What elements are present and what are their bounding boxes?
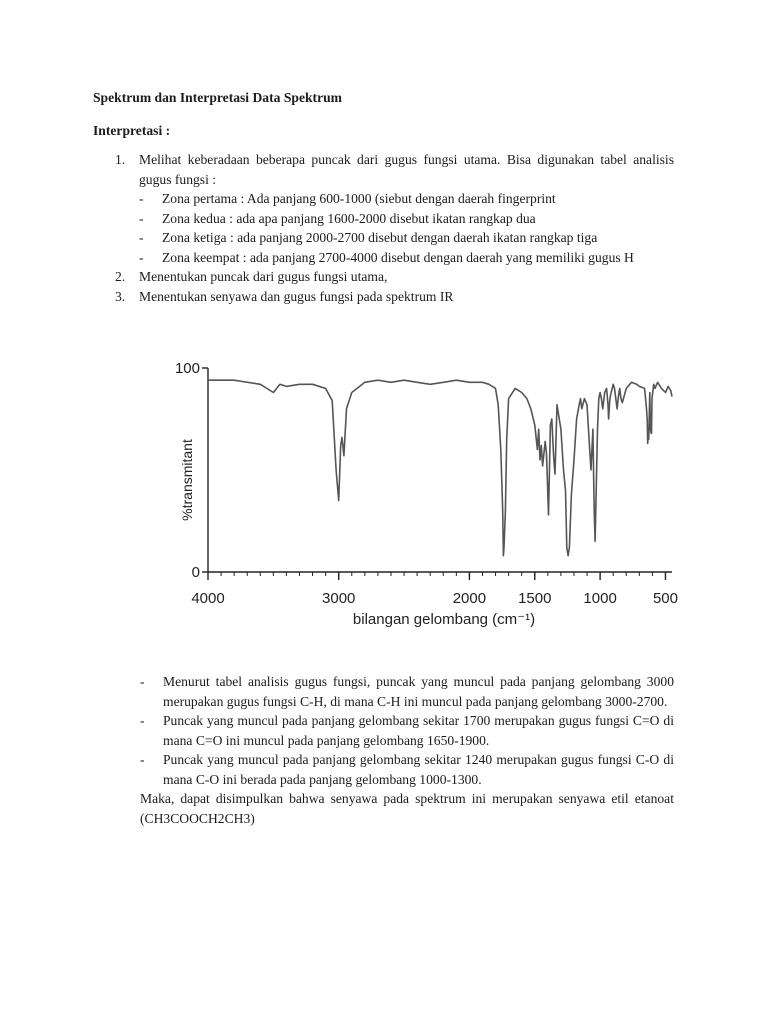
ir-spectrum-svg (160, 340, 700, 640)
note-text: Puncak yang muncul pada panjang gelombang sekitar 1240 merupakan gugus fungsi C-O di mana C-O ini berada pada panjang gelombang 1000-1300. (163, 752, 674, 787)
bullet-dash: - (140, 713, 145, 728)
x-tick-label: 1000 (583, 590, 617, 607)
sub-list-text: Zona keempat : ada panjang 2700-4000 disebut dengan daerah yang memiliki gugus H (162, 249, 634, 265)
note-item (140, 750, 674, 789)
x-tick-label: 1500 (518, 590, 552, 607)
note-text: Puncak yang muncul pada panjang gelombang sekitar 1700 merupakan gugus fungsi C=O di mana C=O ini muncul pada panjang gelombang 1650-1900. (163, 713, 674, 748)
list-number: 2. (115, 269, 126, 284)
notes-list (140, 672, 674, 828)
bullet-dash: - (139, 249, 144, 265)
numbered-list (93, 150, 674, 306)
list-item-text: Melihat keberadaan beberapa puncak dari gugus fungsi utama. Bisa digunakan tabel analisis gugus fungsi : (139, 152, 674, 187)
list-item-text: Menentukan puncak dari gugus fungsi utama, (139, 269, 388, 284)
list-item (93, 150, 674, 267)
spectrum-line (208, 380, 672, 556)
x-tick-label: 2000 (452, 590, 487, 607)
bullet-dash: - (140, 674, 145, 689)
list-number: 1. (115, 152, 126, 167)
sub-list-text: Zona ketiga : ada panjang 2000-2700 disebut dengan daerah ikatan rangkap tiga (162, 230, 598, 245)
sub-list-item (139, 209, 674, 229)
y-axis-label: %transmitant (179, 439, 195, 521)
interpretation-heading: Interpretasi : (93, 123, 171, 138)
list-item (93, 267, 674, 287)
y-tick-label: 100 (174, 360, 200, 377)
note-item (140, 711, 674, 750)
sub-list-item (139, 228, 674, 248)
y-tick-label: 0 (191, 564, 200, 581)
sub-list-text: Zona kedua : ada apa panjang 1600-2000 disebut ikatan rangkap dua (162, 210, 536, 226)
bullet-dash: - (139, 230, 144, 245)
list-number: 3. (115, 288, 126, 304)
bullet-dash: - (139, 210, 144, 226)
sub-list-text: Zona pertama : Ada panjang 600-1000 (siebut dengan daerah fingerprint (162, 191, 556, 206)
page-title: Spektrum dan Interpretasi Data Spektrum (93, 90, 342, 105)
note-item (140, 672, 674, 711)
list-item-text: Menentukan senyawa dan gugus fungsi pada spektrum IR (139, 288, 454, 304)
sub-list-item (139, 248, 674, 268)
x-tick-label: 4000 (191, 590, 225, 607)
bullet-dash: - (139, 191, 144, 206)
sub-list-item (139, 189, 674, 209)
ir-spectrum-chart (160, 340, 700, 640)
x-tick-label: 500 (652, 590, 678, 607)
conclusion-text: Maka, dapat disimpulkan bahwa senyawa pada spektrum ini merupakan senyawa etil etanoat (CH3COOCH2CH3) (140, 791, 674, 826)
list-item (93, 287, 674, 307)
bullet-dash: - (140, 752, 145, 767)
x-tick-label: 3000 (322, 590, 356, 607)
x-axis-label: bilangan gelombang (cm⁻¹) (352, 611, 536, 628)
note-text: Menurut tabel analisis gugus fungsi, puncak yang muncul pada panjang gelombang 3000 merupakan gugus fungsi C-H, di mana C-H ini muncul pada panjang gelombang 3000-2700. (163, 674, 674, 709)
